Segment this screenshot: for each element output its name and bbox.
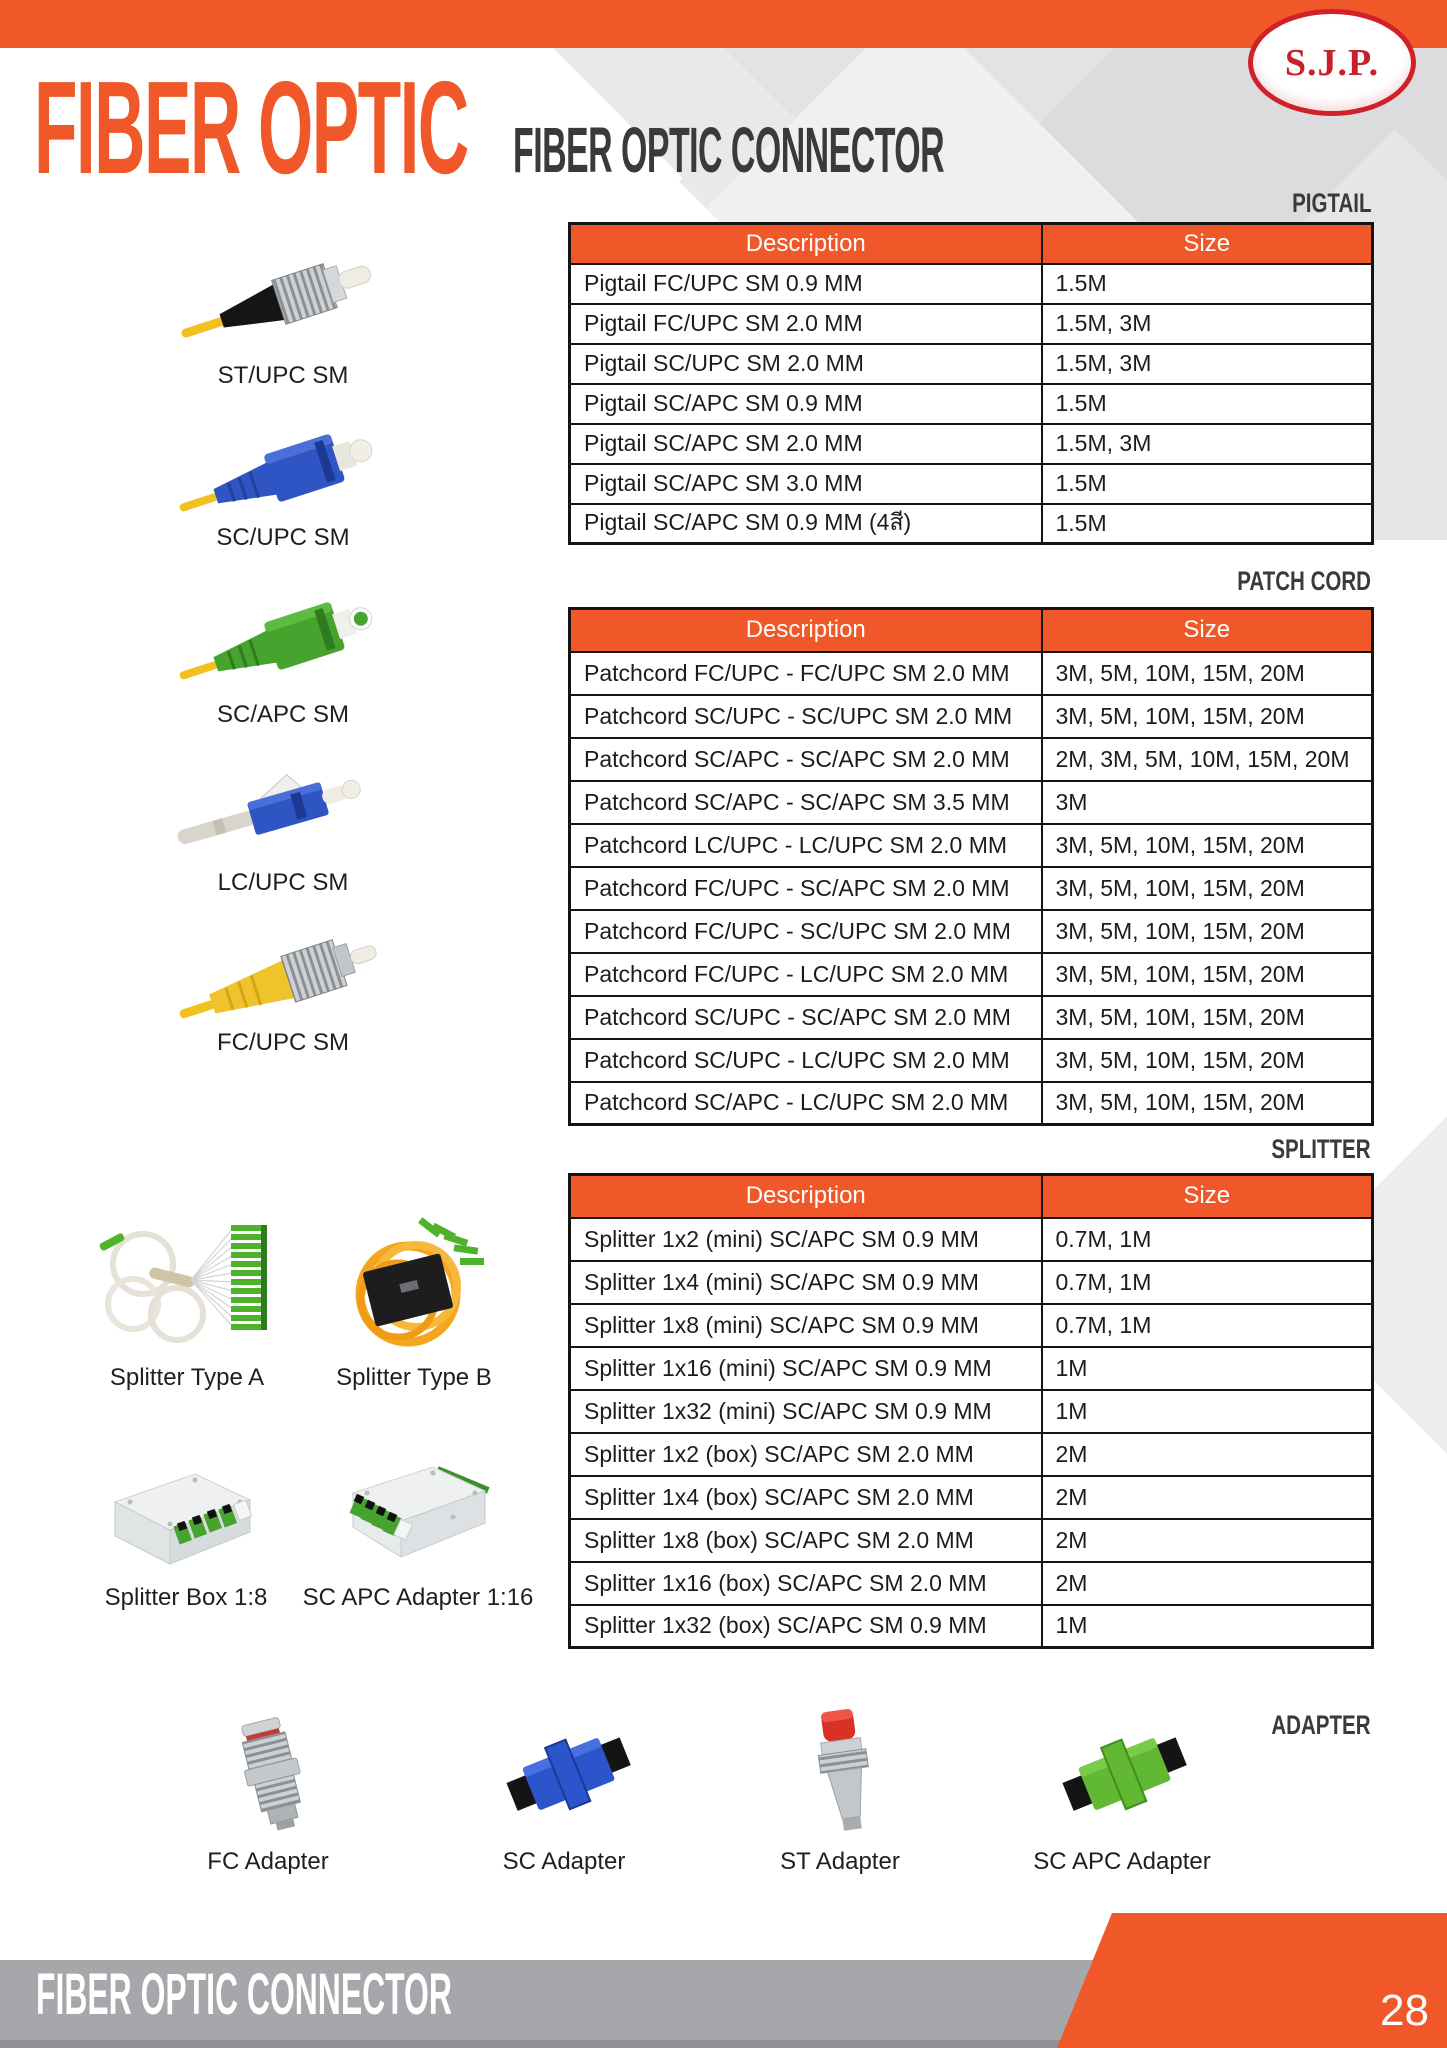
column-header-size: Size bbox=[1042, 224, 1373, 264]
cell-description: Splitter 1x16 (mini) SC/APC SM 0.9 MM bbox=[570, 1347, 1042, 1390]
cell-description: Patchcord FC/UPC - SC/APC SM 2.0 MM bbox=[570, 867, 1042, 910]
table-header-row bbox=[570, 1175, 1373, 1218]
cell-description: Patchcord SC/UPC - LC/UPC SM 2.0 MM bbox=[570, 1039, 1042, 1082]
table-row bbox=[570, 1039, 1373, 1082]
cell-description: Splitter 1x2 (mini) SC/APC SM 0.9 MM bbox=[570, 1218, 1042, 1261]
cell-description: Splitter 1x8 (box) SC/APC SM 2.0 MM bbox=[570, 1519, 1042, 1562]
section-label-splitter: SPLITTER bbox=[1271, 1134, 1371, 1164]
table-row bbox=[570, 504, 1373, 544]
splitter-product-label: Splitter Type B bbox=[336, 1364, 492, 1391]
cell-size: 2M bbox=[1042, 1562, 1373, 1605]
cell-description: Splitter 1x2 (box) SC/APC SM 2.0 MM bbox=[570, 1433, 1042, 1476]
table-row bbox=[570, 1433, 1373, 1476]
cell-description: Patchcord FC/UPC - SC/UPC SM 2.0 MM bbox=[570, 910, 1042, 953]
table-row bbox=[570, 910, 1373, 953]
table-row bbox=[570, 867, 1373, 910]
cell-description: Patchcord FC/UPC - FC/UPC SM 2.0 MM bbox=[570, 652, 1042, 695]
cell-size: 3M, 5M, 10M, 15M, 20M bbox=[1042, 1082, 1373, 1125]
sjp-logo bbox=[1248, 9, 1416, 116]
splitter-product-label: Splitter Type A bbox=[109, 1364, 265, 1391]
cell-size: 1.5M, 3M bbox=[1042, 304, 1373, 344]
lc-upc-connector-image bbox=[175, 748, 385, 883]
page-subtitle: FIBER OPTIC CONNECTOR bbox=[513, 114, 945, 186]
table-row bbox=[570, 1304, 1373, 1347]
table-row bbox=[570, 1390, 1373, 1433]
cell-description: Splitter 1x32 (box) SC/APC SM 0.9 MM bbox=[570, 1605, 1042, 1648]
table-row bbox=[570, 1082, 1373, 1125]
splitter-product-label: SC APC Adapter 1:16 bbox=[302, 1584, 534, 1611]
cell-size: 0.7M, 1M bbox=[1042, 1304, 1373, 1347]
sc-adapter-image bbox=[494, 1700, 644, 1855]
cell-description: Patchcord SC/UPC - SC/APC SM 2.0 MM bbox=[570, 996, 1042, 1039]
table-row bbox=[570, 824, 1373, 867]
table-row bbox=[570, 652, 1373, 695]
cell-description: Patchcord LC/UPC - LC/UPC SM 2.0 MM bbox=[570, 824, 1042, 867]
splitter-type-a-image bbox=[85, 1212, 280, 1357]
column-header-description: Description bbox=[570, 1175, 1042, 1218]
cell-description: Patchcord SC/APC - SC/APC SM 2.0 MM bbox=[570, 738, 1042, 781]
table-row bbox=[570, 1562, 1373, 1605]
cell-size: 1.5M bbox=[1042, 464, 1373, 504]
cell-description: Splitter 1x32 (mini) SC/APC SM 0.9 MM bbox=[570, 1390, 1042, 1433]
cell-size: 1.5M, 3M bbox=[1042, 424, 1373, 464]
cell-size: 3M, 5M, 10M, 15M, 20M bbox=[1042, 695, 1373, 738]
table-row bbox=[570, 344, 1373, 384]
connector-label: SC/APC SM bbox=[216, 701, 350, 728]
table-row bbox=[570, 695, 1373, 738]
connector-label: LC/UPC SM bbox=[217, 869, 349, 896]
st-upc-connector-image bbox=[175, 238, 385, 373]
splitter-type-b-image bbox=[330, 1216, 490, 1361]
cell-description: Patchcord SC/UPC - SC/UPC SM 2.0 MM bbox=[570, 695, 1042, 738]
fc-adapter-image bbox=[198, 1700, 348, 1855]
column-header-size: Size bbox=[1042, 609, 1373, 652]
cell-description: Pigtail SC/APC SM 0.9 MM (4สี) bbox=[570, 504, 1042, 544]
sc-apc-adapter-image bbox=[1050, 1700, 1200, 1855]
top-accent-bar bbox=[0, 0, 1447, 48]
page-number: 28 bbox=[1380, 1986, 1429, 2035]
footer-title: FIBER OPTIC CONNECTOR bbox=[36, 1962, 452, 2027]
splitter-table bbox=[568, 1173, 1374, 1649]
cell-size: 1M bbox=[1042, 1605, 1373, 1648]
cell-size: 3M, 5M, 10M, 15M, 20M bbox=[1042, 910, 1373, 953]
cell-description: Pigtail SC/APC SM 2.0 MM bbox=[570, 424, 1042, 464]
table-row bbox=[570, 264, 1373, 304]
table-row bbox=[570, 996, 1373, 1039]
cell-description: Splitter 1x4 (box) SC/APC SM 2.0 MM bbox=[570, 1476, 1042, 1519]
cell-description: Pigtail SC/APC SM 3.0 MM bbox=[570, 464, 1042, 504]
table-row bbox=[570, 1347, 1373, 1390]
connector-label: SC/UPC SM bbox=[216, 524, 350, 551]
adapter-label: FC Adapter bbox=[207, 1848, 329, 1875]
cell-size: 3M, 5M, 10M, 15M, 20M bbox=[1042, 867, 1373, 910]
table-row bbox=[570, 1261, 1373, 1304]
connector-label: FC/UPC SM bbox=[217, 1029, 349, 1056]
cell-description: Pigtail SC/UPC SM 2.0 MM bbox=[570, 344, 1042, 384]
table-row bbox=[570, 781, 1373, 824]
logo-text: S.J.P. bbox=[1284, 41, 1380, 84]
patch-cord-table bbox=[568, 607, 1374, 1126]
cell-description: Pigtail SC/APC SM 0.9 MM bbox=[570, 384, 1042, 424]
section-label-pigtail: PIGTAIL bbox=[1291, 188, 1371, 218]
table-row bbox=[570, 1476, 1373, 1519]
section-label-patch-cord: PATCH CORD bbox=[1237, 566, 1371, 596]
table-header-row bbox=[570, 224, 1373, 264]
cell-size: 3M, 5M, 10M, 15M, 20M bbox=[1042, 652, 1373, 695]
cell-size: 3M, 5M, 10M, 15M, 20M bbox=[1042, 953, 1373, 996]
cell-size: 3M bbox=[1042, 781, 1373, 824]
cell-size: 2M bbox=[1042, 1433, 1373, 1476]
connector-label: ST/UPC SM bbox=[217, 362, 349, 389]
cell-description: Pigtail FC/UPC SM 2.0 MM bbox=[570, 304, 1042, 344]
cell-size: 1.5M, 3M bbox=[1042, 344, 1373, 384]
cell-size: 1.5M bbox=[1042, 384, 1373, 424]
cell-description: Pigtail FC/UPC SM 0.9 MM bbox=[570, 264, 1042, 304]
cell-size: 1M bbox=[1042, 1347, 1373, 1390]
adapter-label: ST Adapter bbox=[780, 1848, 900, 1875]
st-adapter-image bbox=[770, 1698, 920, 1853]
splitter-product-label: Splitter Box 1:8 bbox=[104, 1584, 268, 1611]
cell-size: 2M bbox=[1042, 1476, 1373, 1519]
pigtail-table bbox=[568, 222, 1374, 545]
column-header-description: Description bbox=[570, 609, 1042, 652]
cell-description: Splitter 1x4 (mini) SC/APC SM 0.9 MM bbox=[570, 1261, 1042, 1304]
table-row bbox=[570, 424, 1373, 464]
cell-size: 3M, 5M, 10M, 15M, 20M bbox=[1042, 824, 1373, 867]
cell-size: 0.7M, 1M bbox=[1042, 1218, 1373, 1261]
column-header-description: Description bbox=[570, 224, 1042, 264]
cell-size: 3M, 5M, 10M, 15M, 20M bbox=[1042, 996, 1373, 1039]
table-row bbox=[570, 384, 1373, 424]
adapter-label: SC Adapter bbox=[502, 1848, 626, 1875]
table-row bbox=[570, 1218, 1373, 1261]
cell-description: Patchcord SC/APC - LC/UPC SM 2.0 MM bbox=[570, 1082, 1042, 1125]
table-row bbox=[570, 1605, 1373, 1648]
cell-size: 2M bbox=[1042, 1519, 1373, 1562]
table-row bbox=[570, 738, 1373, 781]
column-header-size: Size bbox=[1042, 1175, 1373, 1218]
cell-size: 1.5M bbox=[1042, 504, 1373, 544]
table-row bbox=[570, 304, 1373, 344]
cell-description: Patchcord SC/APC - SC/APC SM 3.5 MM bbox=[570, 781, 1042, 824]
adapter-label: SC APC Adapter bbox=[1033, 1848, 1211, 1875]
cell-size: 1M bbox=[1042, 1390, 1373, 1433]
table-row bbox=[570, 1519, 1373, 1562]
cell-size: 0.7M, 1M bbox=[1042, 1261, 1373, 1304]
section-label-adapter: ADAPTER bbox=[1271, 1710, 1371, 1740]
cell-description: Splitter 1x16 (box) SC/APC SM 2.0 MM bbox=[570, 1562, 1042, 1605]
cell-size: 3M, 5M, 10M, 15M, 20M bbox=[1042, 1039, 1373, 1082]
table-header-row bbox=[570, 609, 1373, 652]
sc-apc-adapter-1-16-image bbox=[333, 1455, 498, 1575]
page-title: FIBER OPTIC bbox=[34, 54, 468, 201]
cell-size: 2M, 3M, 5M, 10M, 15M, 20M bbox=[1042, 738, 1373, 781]
cell-description: Patchcord FC/UPC - LC/UPC SM 2.0 MM bbox=[570, 953, 1042, 996]
sc-apc-connector-image bbox=[175, 580, 385, 715]
table-row bbox=[570, 953, 1373, 996]
cell-description: Splitter 1x8 (mini) SC/APC SM 0.9 MM bbox=[570, 1304, 1042, 1347]
table-row bbox=[570, 464, 1373, 504]
splitter-box-1-8-image bbox=[100, 1462, 260, 1579]
cell-size: 1.5M bbox=[1042, 264, 1373, 304]
